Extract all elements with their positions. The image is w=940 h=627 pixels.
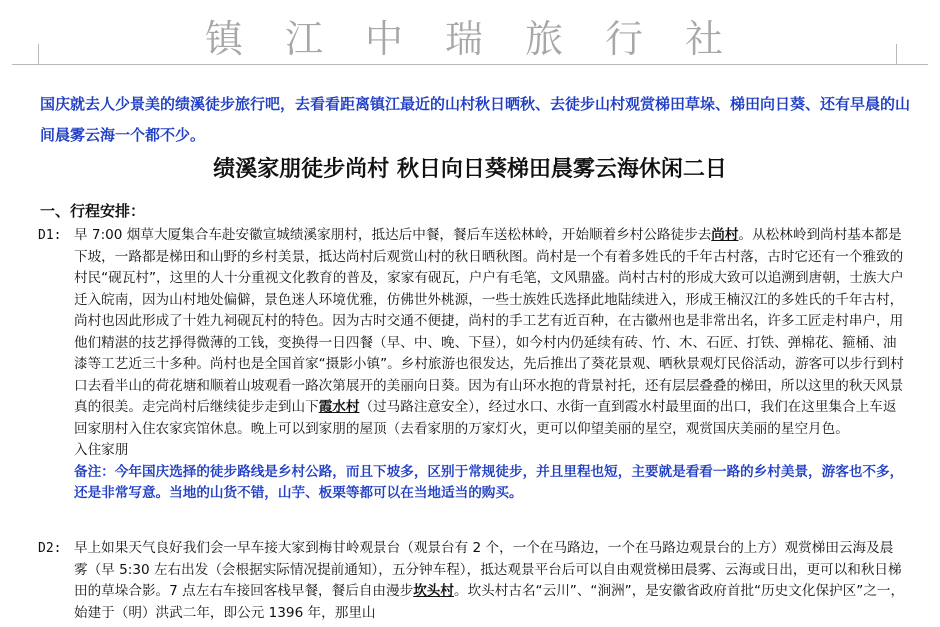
day-text-part: 。从松林岭到尚村基本都是下坡，一路都是梯田和山野的乡村美景，抵达尚村后观赏山村的秋日晒秋图。尚村是一个有着多姓氏的千年古村落，古时它还有一个雅致的村民“砚瓦村”，这里的人十分重视文化教育的普及，家家有砚瓦，户户有毛笔，文风鼎盛。尚村古村的形成大致可以追溯到唐朝，士族大户迁入皖南，因为山村地处偏僻，景色迷人环境优雅，仿佛世外桃源，一些士族姓氏选择此地陆续进入，形成王楠汉江的多姓氏的千年古村，尚村也因此形成了十姓九祠砚瓦村的特色。因为古时交通不便捷，尚村的手工艺有近百种，在古徽州也是非常出名，许多工匠走村串户，用他们精湛的技艺掙得微薄的工钱，变换得一日四餐（早、中、晚、下昼），如今村内仍延续有砖、竹、木、石匠、打铁、弹棉花、箍桶、油漆等工艺近三十多种。尚村也是全国首家“摄影小镇”。乡村旅游也很发达，先后推出了葵花景观、晒秋景观灯民俗活动，游客可以步行到村口去看半山的荷花塘和顺着山坡观看一路次第展开的美丽向日葵。因为有山环水抱的背景衬托，还有层层叠叠的梯田，所以这里的秋天风景真的很美。走完尚村后继续徒步走到山下 — [74, 227, 904, 415]
day-label: D1: — [38, 228, 62, 243]
day-text-part: 。坎头村古名“云川”、“涧洲”，是安徽省政府首批“历史文化保护区”之一，始建于（明）洪武二年，即公元 1396 年，那里山 — [74, 583, 905, 621]
day-label: D2: — [38, 541, 62, 556]
place-name-kantoucun: 坎头村 — [413, 583, 454, 599]
header-corner-mark — [896, 44, 897, 64]
day-text-part: （过马路注意安全），经过水口、水街一直到霞水村最里面的出口，我们在这里集合上车返回家朋村入住农家宾馆休息。晚上可以到家朋的屋顶（去看家朋的万家灯火，更可以仰望美丽的星空，观赏国庆美丽的星空月色。 入住家朋 — [74, 399, 938, 458]
day-text-part: 早 7:00 烟草大厦集合车赴安徽宣城绩溪家朋村，抵达后中餐，餐后车送松林岭，开始顺着乡村公路徒步去 — [74, 227, 712, 243]
place-name-xiashuicun: 霞水村 — [318, 399, 360, 415]
company-name: 镇江中瑞旅行社 — [204, 17, 765, 61]
itinerary-day-2 — [38, 538, 906, 624]
header-corner-mark — [38, 44, 39, 64]
letterhead — [0, 0, 940, 72]
day-text-part: 早上如果天气良好我们会一早车接大家到梅甘岭观景台（观景台有 2 个，一个在马路边，一个在马路边观景台的上方）观赏梯田云海及晨雾（早 5:30 左右出发（会根据实际情况提前通知），五分钟车程），抵达观景平台后可以自由观赏梯田晨雾、云海或日出，更可以和秋日梯田的草垛合影。7 点左右车接回客栈早餐，餐后自由漫步 — [74, 540, 902, 599]
day-note: 备注：今年国庆选择的徒步路线是乡村公路，而且下坡多，区别于常规徒步，并且里程也短，主要就是看看一路的乡村美景，游客也不多，还是非常写意。当地的山货不错，山芋、板栗等都可以在当地适当的购买。 — [74, 463, 904, 501]
tour-title: 绩溪家朋徒步尚村 秋日向日葵梯田晨雾云海休闲二日 — [213, 156, 727, 182]
day-text — [74, 538, 906, 624]
place-name-shangcun: 尚村 — [711, 227, 739, 243]
header-rule — [12, 64, 928, 65]
itinerary-day-1 — [38, 225, 938, 505]
section-heading: 一、行程安排： — [40, 202, 146, 220]
intro-paragraph: 国庆就去人少景美的绩溪徒步旅行吧，去看看距离镇江最近的山村秋日晒秋、去徒步山村观赏梯田草垛、梯田向日葵、还有早晨的山间晨雾云海一个都不少。 — [40, 95, 911, 144]
day-text — [74, 225, 938, 505]
